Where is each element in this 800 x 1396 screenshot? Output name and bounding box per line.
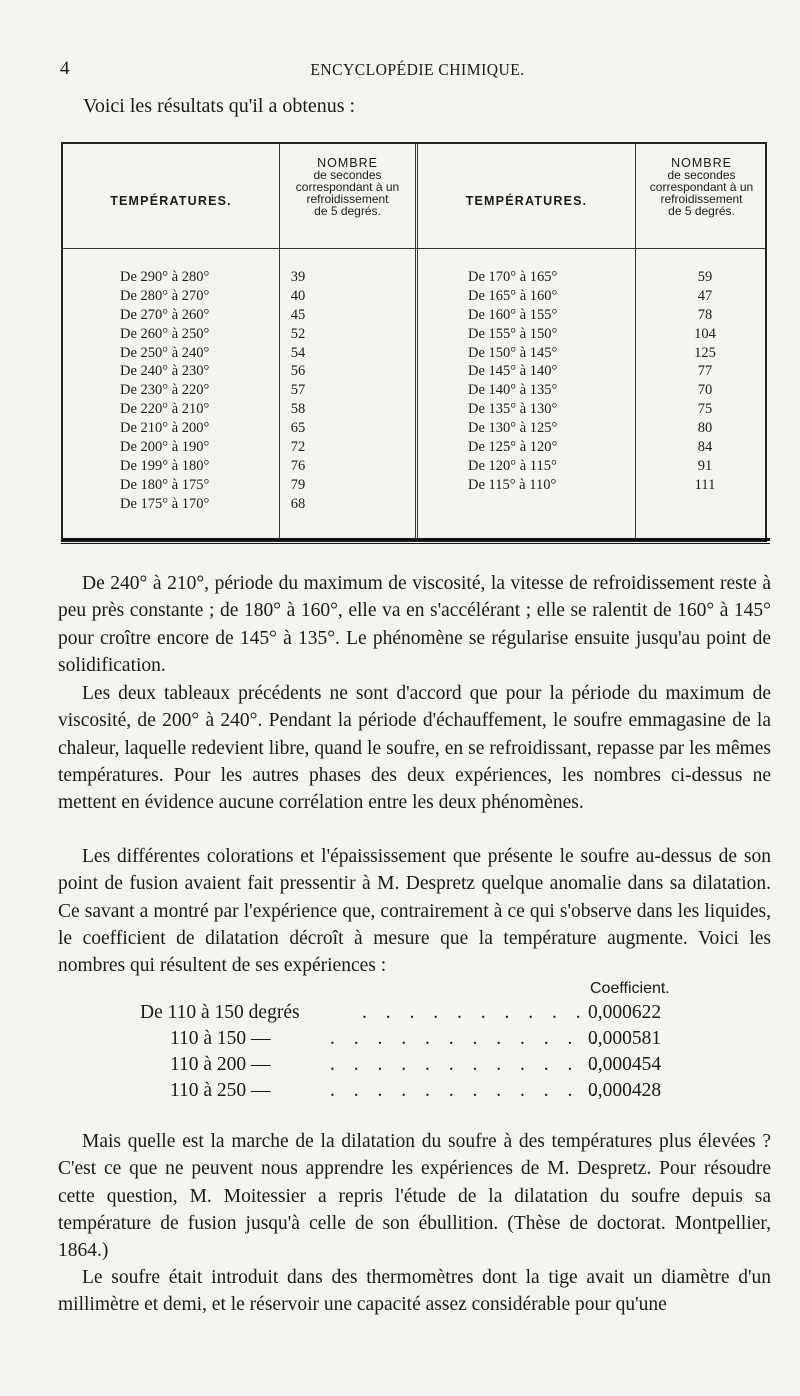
seconds-value: 40: [290, 287, 306, 304]
header-temperatures-right: TEMPÉRATURES.: [465, 194, 588, 208]
paragraph-3: Les différentes colorations et l'épaississement que présente le soufre au-dessus de son point de fusion avaient fait pressentir à M. Despretz quelque anomalie dans sa dilatation. Ce savant a montré par l'expérience que, contrairement à ce qui s'observe dans les liquides, le coefficient de dilatation décroît à mesure que la température augmente. Voici les nombres qui résultent de ses expériences :: [58, 846, 771, 977]
temperature-range: De 135° à 130°: [468, 401, 558, 418]
cooling-table: [61, 142, 767, 542]
intro-sentence: Voici les résultats qu'il a obtenus :: [83, 95, 356, 117]
temperature-range: De 130° à 125°: [468, 420, 558, 437]
temperature-range: De 145° à 140°: [468, 363, 558, 380]
seconds-value: 39: [290, 269, 306, 285]
seconds-value: 65: [290, 420, 306, 437]
header-line: NOMBRE: [671, 156, 732, 170]
leader-dots: . . . . . . . . . . . .: [330, 1054, 604, 1075]
temperature-range: De 280° à 270°: [120, 287, 210, 304]
seconds-value: 84: [697, 439, 713, 456]
table-row: [63, 477, 767, 496]
coefficient-value: 0,000581: [588, 1028, 662, 1049]
temperature-range: De 200° à 190°: [120, 439, 210, 456]
seconds-value: 77: [697, 363, 713, 380]
temperature-range: De 140° à 135°: [468, 382, 558, 399]
seconds-value: 80: [697, 420, 713, 437]
header-line: de 5 degrés.: [668, 204, 735, 218]
leader-dots: . . . . . . . . . .: [362, 1002, 588, 1023]
table-row: [63, 382, 767, 401]
temperature-range: De 290° à 280°: [120, 269, 210, 285]
paragraph-5: Le soufre était introduit dans des thermomètres dont la tige avait un diamètre d'un millimètre et demi, et le réservoir une capacité assez considérable pour qu'une: [58, 1267, 771, 1316]
leader-dots: . . . . . . . . . . . .: [330, 1028, 604, 1049]
coefficient-range: De 110 à 150 degrés: [140, 1002, 300, 1023]
coefficient-row: [0, 1080, 800, 1106]
seconds-value: 47: [697, 287, 713, 304]
seconds-value: 78: [697, 306, 713, 323]
temperature-range: De 210° à 200°: [120, 420, 210, 437]
table-row: [63, 307, 767, 326]
coefficient-row: [0, 1054, 800, 1080]
coefficient-range: 110 à 200 —: [170, 1054, 271, 1075]
temperature-range: De 180° à 175°: [120, 476, 210, 493]
seconds-value: 52: [290, 325, 306, 342]
paragraph-1: De 240° à 210°, période du maximum de viscosité, la vitesse de refroidissement reste à peu près constante ; de 180° à 160°, elle va en s'accélérant ; elle se ralentit de 160° à 145° pour croître encore de 145° à 135°. Le phénomène se régularise ensuite jusqu'au point de solidification.: [58, 573, 771, 676]
temperature-range: De 120° à 115°: [468, 457, 557, 474]
table-row: [63, 420, 767, 439]
seconds-value: 57: [290, 382, 306, 399]
table-row: [63, 363, 767, 382]
header-seconds-right: [636, 157, 767, 217]
table-row: [63, 401, 767, 420]
header-line: NOMBRE: [317, 156, 378, 170]
coefficient-range: 110 à 150 —: [170, 1028, 271, 1049]
table-bottom-rule: [61, 538, 770, 544]
table-row: [63, 439, 767, 458]
temperature-range: De 240° à 230°: [120, 363, 210, 380]
seconds-value: 68: [290, 495, 306, 512]
seconds-value: 91: [697, 457, 713, 474]
header-line: refroidissement: [306, 192, 389, 206]
seconds-value: 59: [697, 269, 713, 285]
table-row: [63, 269, 767, 288]
header-line: de secondes: [313, 168, 382, 182]
seconds-value: 58: [290, 401, 306, 418]
coefficient-value: 0,000622: [588, 1002, 662, 1023]
header-line: correspondant à un: [295, 180, 400, 194]
seconds-value: 104: [694, 325, 716, 342]
temperature-range: De 230° à 220°: [120, 382, 210, 399]
temperature-range: De 220° à 210°: [120, 401, 210, 418]
header-line: correspondant à un: [649, 180, 754, 194]
header-line: de secondes: [667, 168, 736, 182]
running-head: [60, 58, 775, 82]
coefficient-value: 0,000428: [588, 1080, 662, 1101]
page-number: 4: [60, 58, 70, 79]
seconds-value: 79: [290, 476, 306, 493]
seconds-value: 125: [694, 344, 716, 361]
temperature-range: De 175° à 170°: [120, 495, 210, 512]
paragraph-4: Mais quelle est la marche de la dilatation du soufre à des températures plus élevées ? C'est ce que ne peuvent nous apprendre les expériences de M. Despretz. Pour résoudre cette question, M. Moitessier a repris l'étude de la dilatation du soufre depuis sa température de fusion jusqu'à celle de son ébullition. (Thèse de doctorat. Montpellier, 1864.): [58, 1131, 771, 1262]
table-row: [63, 496, 415, 515]
header-line: refroidissement: [660, 192, 743, 206]
temperature-range: De 125° à 120°: [468, 439, 558, 456]
leader-dots: . . . . . . . . . . . .: [330, 1080, 604, 1101]
seconds-value: 75: [697, 401, 713, 418]
temperature-range: De 150° à 145°: [468, 344, 558, 361]
header-rule: [63, 248, 765, 249]
seconds-value: 54: [290, 344, 306, 361]
temperature-range: De 199° à 180°: [120, 457, 210, 474]
temperature-range: De 165° à 160°: [468, 287, 558, 304]
header-seconds-left: [280, 157, 415, 217]
temperature-range: De 250° à 240°: [120, 344, 210, 361]
coefficient-heading: Coefficient.: [590, 980, 670, 997]
paragraph-2: Les deux tableaux précédents ne sont d'accord que pour la période du maximum de viscosité, de 200° à 240°. Pendant la période d'échauffement, le soufre emmagasine de la chaleur, laquelle redevient libre, quand le soufre, en se refroidissant, repasse par les mêmes températures. Pour les autres phases des deux expériences, les nombres ci-dessus ne mettent en évidence aucune corrélation entre les deux phénomènes.: [58, 683, 771, 814]
seconds-value: 70: [697, 382, 713, 399]
temperature-range: De 260° à 250°: [120, 325, 210, 342]
right-rows: [63, 269, 767, 496]
header-temperatures-left: TEMPÉRATURES.: [110, 194, 232, 208]
temperature-range: De 170° à 165°: [468, 269, 558, 285]
running-title: ENCYCLOPÉDIE CHIMIQUE.: [310, 60, 525, 79]
seconds-value: 72: [290, 439, 306, 456]
seconds-value: 45: [290, 306, 306, 323]
temperature-range: De 270° à 260°: [120, 306, 210, 323]
coefficient-range: 110 à 250 —: [170, 1080, 271, 1101]
temperature-range: De 160° à 155°: [468, 306, 558, 323]
coefficient-row: [0, 1002, 800, 1028]
temperature-range: De 115° à 110°: [468, 476, 557, 493]
table-row: [63, 458, 767, 477]
table-row: [63, 288, 767, 307]
table-row: [63, 345, 767, 364]
seconds-value: 76: [290, 457, 306, 474]
header-line: de 5 degrés.: [314, 204, 381, 218]
temperature-range: De 155° à 150°: [468, 325, 558, 342]
table-row: [63, 326, 767, 345]
seconds-value: 111: [694, 476, 716, 493]
seconds-value: 56: [290, 363, 306, 380]
coefficient-value: 0,000454: [588, 1054, 662, 1075]
coefficient-row: [0, 1028, 800, 1054]
